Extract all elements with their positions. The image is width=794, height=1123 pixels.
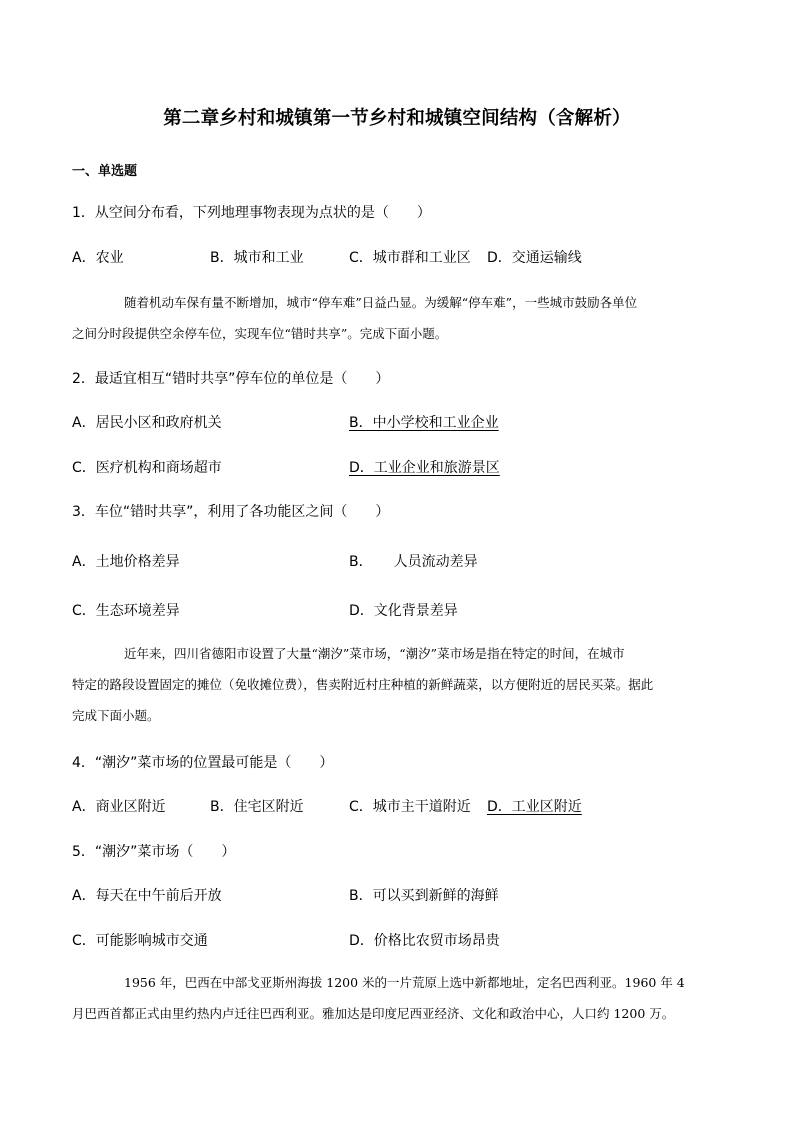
- question-5-option-d: D．价格比农贸市场昂贵: [349, 933, 500, 949]
- question-5-stem: 5．“潮汐”菜市场（ ）: [72, 844, 236, 860]
- passage-2-line-2: 特定的路段设置固定的摊位（免收摊位费），售卖附近村庄种植的新鲜蔬菜，以方便附近的居民买菜。据此: [72, 677, 654, 692]
- question-3-option-b: B． 人员流动差异: [349, 554, 478, 570]
- passage-2-line-3: 完成下面小题。: [72, 708, 160, 723]
- passage-3-line-1: 1956 年，巴西在中部戈亚斯州海拔 1200 米的一片荒原上选中新都地址，定名巴西利亚。1960 年 4: [124, 975, 685, 990]
- question-3-option-a: A．土地价格差异: [72, 554, 180, 570]
- question-4-stem: 4．“潮汐”菜市场的位置最可能是（ ）: [72, 755, 334, 771]
- question-1-option-d: D．交通运输线: [487, 250, 582, 266]
- question-2-option-b: B．中小学校和工业企业: [349, 415, 499, 431]
- question-1-option-c: C．城市群和工业区: [349, 250, 471, 266]
- question-2-option-c: C．医疗机构和商场超市: [72, 460, 222, 476]
- question-1-stem: 1．从空间分布看，下列地理事物表现为点状的是（ ）: [72, 205, 431, 221]
- section-heading: 一、单选题: [72, 164, 138, 179]
- page-title: 第二章乡村和城镇第一节乡村和城镇空间结构（含解析）: [163, 108, 631, 129]
- question-5-option-b: B．可以买到新鲜的海鲜: [349, 888, 499, 904]
- question-5-option-a: A．每天在中午前后开放: [72, 888, 222, 904]
- question-4-option-c: C．城市主干道附近: [349, 799, 471, 815]
- question-4-option-d: D．工业区附近: [487, 799, 582, 815]
- passage-1-line-2: 之间分时段提供空余停车位，实现车位“错时共享”。完成下面小题。: [72, 326, 448, 341]
- question-2-stem: 2．最适宜相互“错时共享”停车位的单位是（ ）: [72, 371, 390, 387]
- reading-passage-2: [72, 638, 724, 731]
- question-3-option-c: C．生态环境差异: [72, 603, 180, 619]
- question-2-option-d: D．工业企业和旅游景区: [349, 460, 500, 476]
- reading-passage-1: [72, 287, 724, 349]
- question-1-option-a: A．农业: [72, 250, 124, 266]
- passage-3-line-2: 月巴西首都正式由里约热内卢迁往巴西利亚。雅加达是印度尼西亚经济、文化和政治中心，人口约 1200 万。: [72, 1006, 675, 1021]
- question-3-stem: 3．车位“错时共享”，利用了各功能区之间（ ）: [72, 504, 390, 520]
- question-2-option-a: A．居民小区和政府机关: [72, 415, 222, 431]
- question-5-option-c: C．可能影响城市交通: [72, 933, 208, 949]
- passage-1-line-1: 随着机动车保有量不断增加，城市“停车难”日益凸显。为缓解“停车难”，一些城市鼓励各单位: [124, 295, 638, 310]
- reading-passage-3: [72, 967, 724, 1029]
- question-4-option-a: A．商业区附近: [72, 799, 166, 815]
- question-1-option-b: B．城市和工业: [210, 250, 304, 266]
- question-3-option-d: D．文化背景差异: [349, 603, 458, 619]
- passage-2-line-1: 近年来，四川省德阳市设置了大量“潮汐”菜市场，“潮汐”菜市场是指在特定的时间，在城市: [124, 646, 625, 661]
- question-4-option-b: B．住宅区附近: [210, 799, 304, 815]
